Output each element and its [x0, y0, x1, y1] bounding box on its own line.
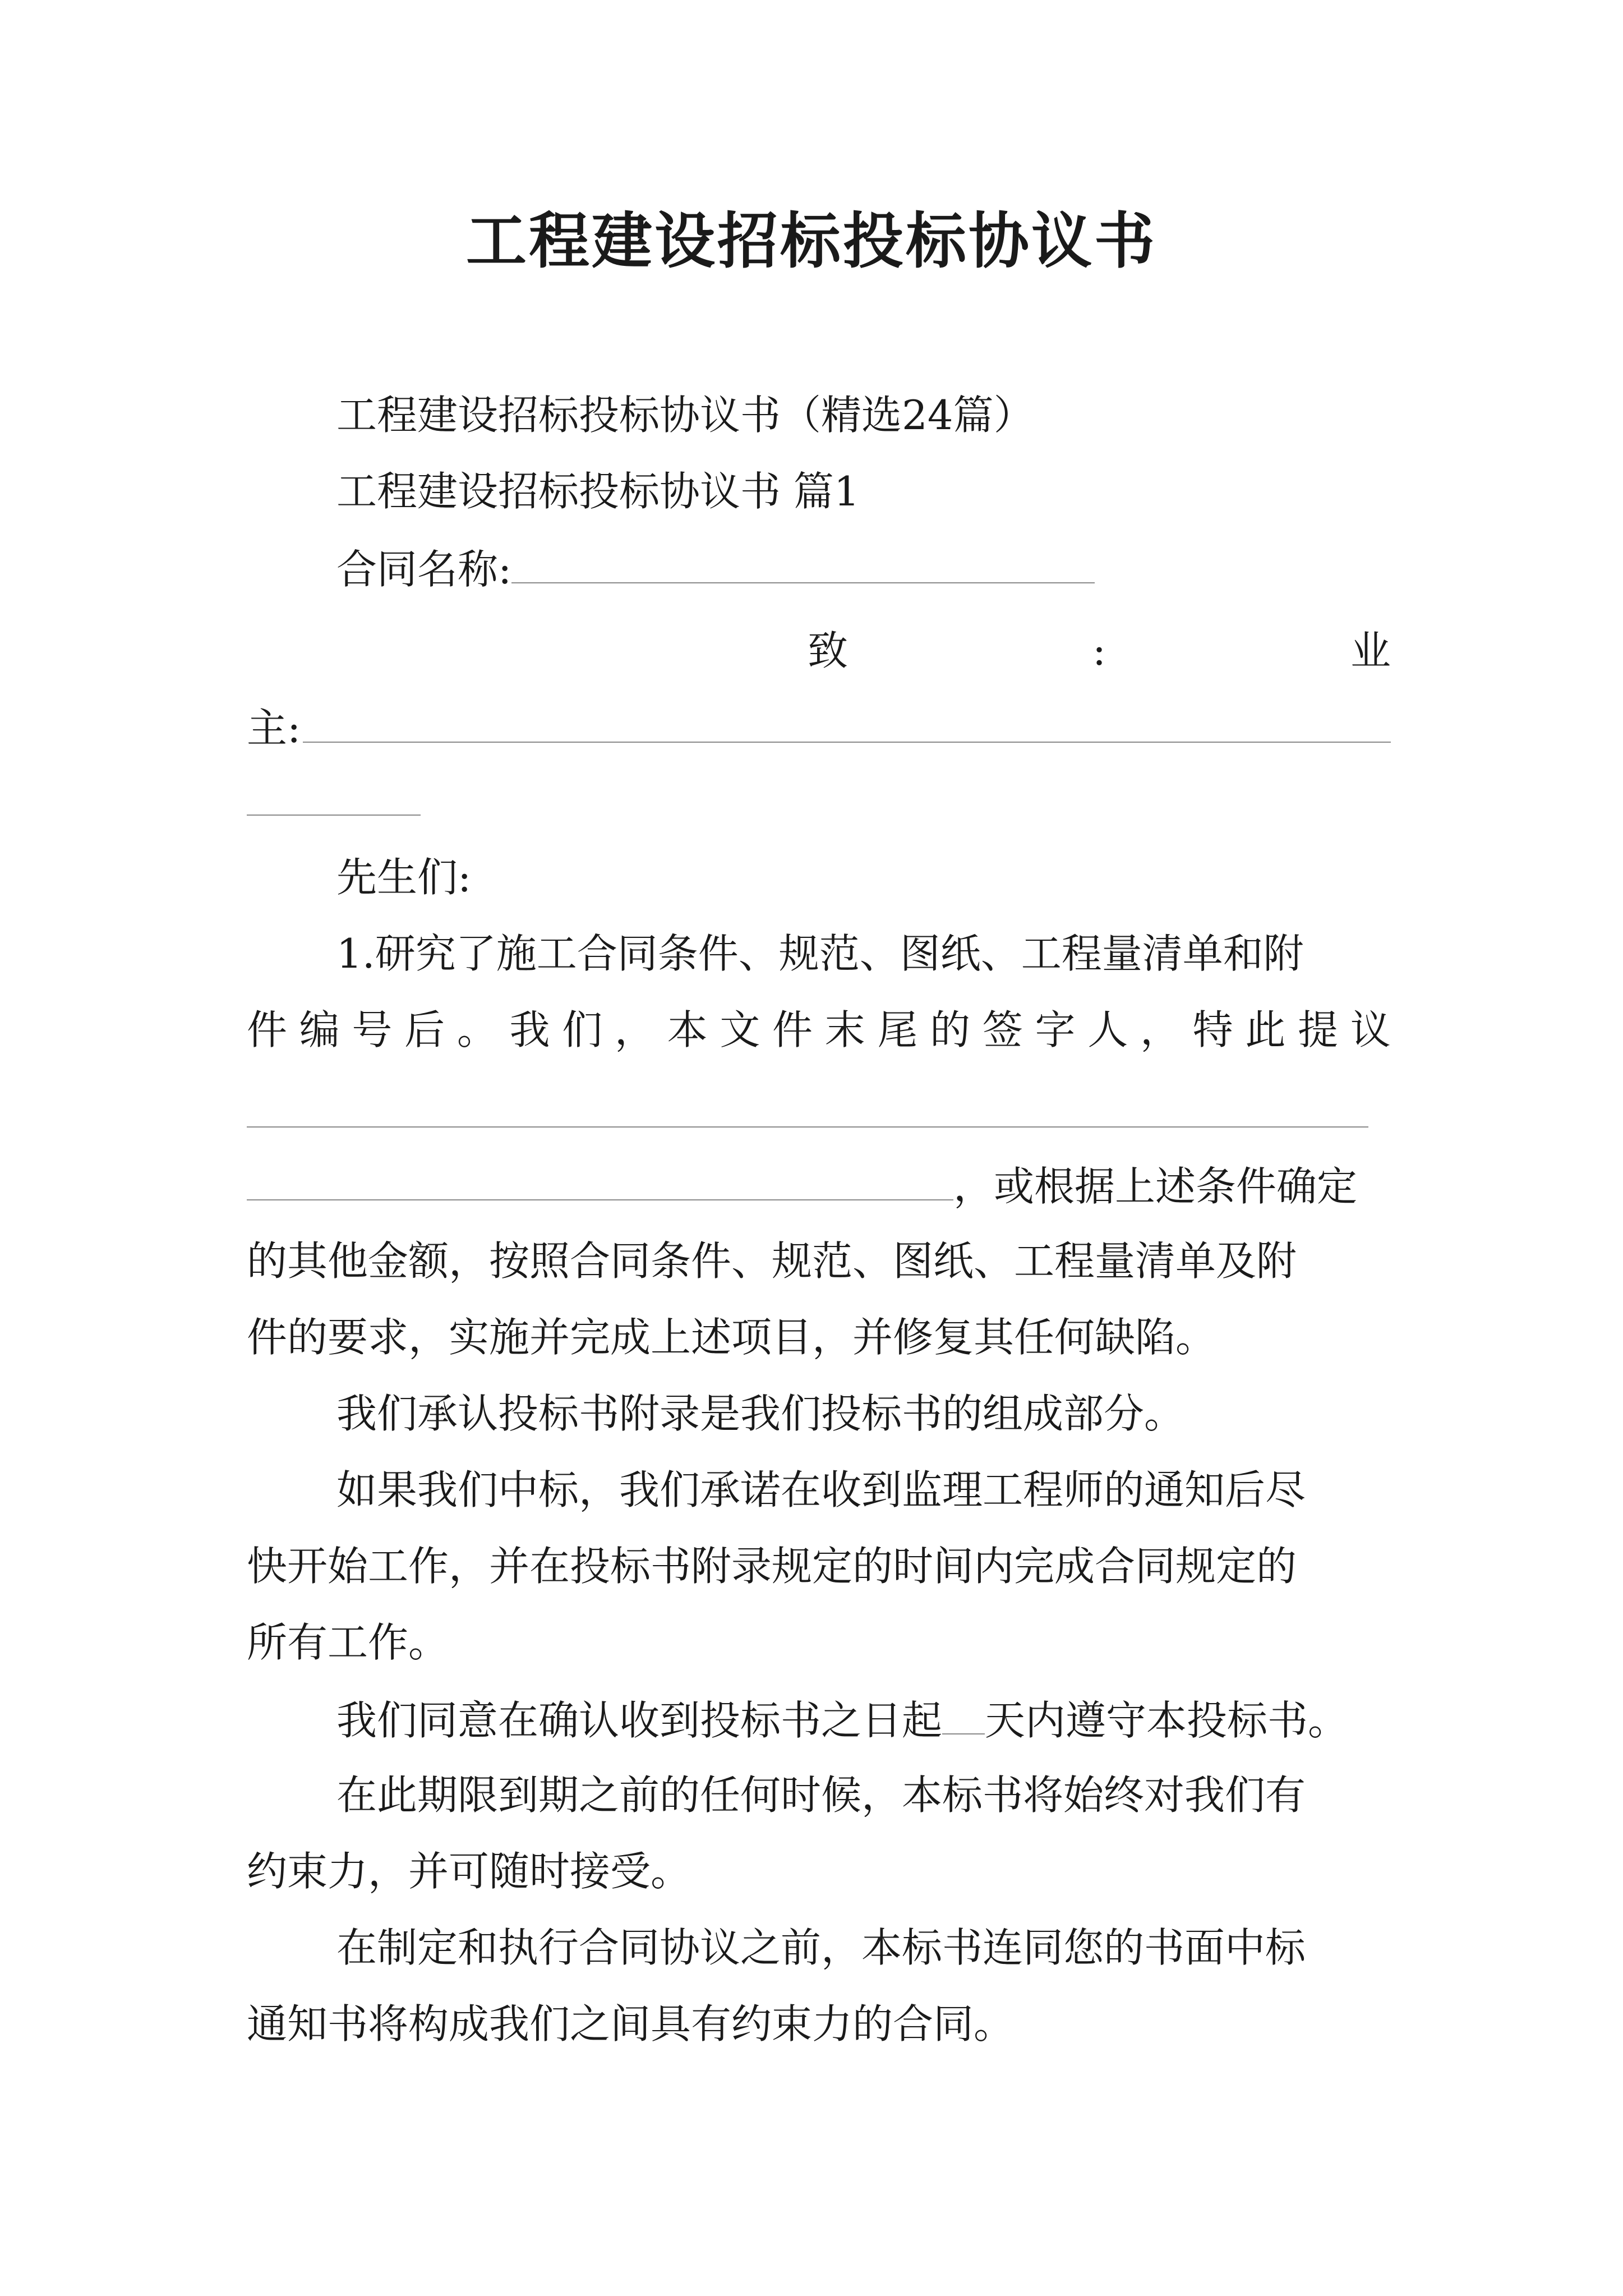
char: 们 — [562, 1006, 603, 1053]
paragraph-1-line-1: 1.研究了施工合同条件、规范、图纸、工程量清单和附 — [336, 930, 1304, 977]
contract-name-label: 合同名称: — [336, 546, 512, 593]
paragraph-6-line-1: 在制定和执行合同协议之前，本标书连同您的书面中标 — [336, 1924, 1306, 1971]
paragraph-1-line-5: 件的要求，实施并完成上述项目，并修复其任何缺陷。 — [247, 1314, 1216, 1361]
proposal-blank-1 — [247, 1126, 1368, 1128]
to-char-1: 致 — [808, 627, 849, 674]
char: ， — [614, 1006, 655, 1053]
paragraph-1-line-3-text: ，或根据上述条件确定 — [953, 1163, 1358, 1210]
char: 尾 — [877, 1006, 918, 1053]
char: 字 — [1035, 1006, 1076, 1053]
owner-label: 主: — [247, 705, 301, 752]
char: 。 — [457, 1006, 497, 1053]
contract-name-blank — [511, 540, 1095, 583]
owner-blank-continued — [247, 815, 421, 816]
char: 此 — [1245, 1006, 1286, 1053]
paragraph-6-line-2: 通知书将构成我们之间具有约束力的合同。 — [247, 2000, 1015, 2047]
char: 后 — [404, 1006, 445, 1053]
char: 议 — [1350, 1006, 1391, 1053]
char: 编 — [299, 1006, 340, 1053]
char: 号 — [352, 1006, 393, 1053]
char: ， — [1140, 1006, 1181, 1053]
paragraph-4 — [336, 1691, 1348, 1749]
char: 的 — [930, 1006, 971, 1053]
paragraph-3-line-1: 如果我们中标，我们承诺在收到监理工程师的通知后尽 — [336, 1466, 1306, 1513]
char: 文 — [720, 1006, 760, 1053]
char: 特 — [1192, 1006, 1233, 1053]
paragraph-5-line-1: 在此期限到期之前的任何时候，本标书将始终对我们有 — [336, 1772, 1306, 1819]
char: 我 — [509, 1006, 550, 1053]
paragraph-1-line-3 — [247, 1157, 1357, 1214]
to-owner-line — [808, 623, 1391, 679]
paragraph-3-line-3: 所有工作。 — [247, 1619, 449, 1666]
char: 件 — [772, 1006, 813, 1053]
char: 人 — [1087, 1006, 1128, 1053]
contract-name-line — [336, 540, 1095, 597]
paragraph-5-line-2: 约束力，并可随时接受。 — [247, 1848, 691, 1895]
char: 末 — [824, 1006, 865, 1053]
owner-blank — [303, 742, 1391, 743]
paragraph-3-line-2: 快开始工作，并在投标书附录规定的时间内完成合同规定的 — [247, 1543, 1297, 1590]
proposal-blank-2 — [247, 1157, 953, 1200]
to-char-2: : — [1092, 627, 1106, 674]
to-char-3: 业 — [1350, 627, 1391, 674]
days-blank — [942, 1691, 985, 1734]
section-heading: 工程建设招标投标协议书 篇1 — [336, 468, 860, 515]
paragraph-4-after: 天内遵守本投标书。 — [985, 1697, 1349, 1744]
char: 提 — [1298, 1006, 1339, 1053]
document-title: 工程建设招标投标协议书 — [465, 206, 1157, 277]
char: 件 — [247, 1006, 288, 1053]
paragraph-1-line-2 — [247, 1002, 1391, 1058]
char: 本 — [667, 1006, 708, 1053]
greeting: 先生们: — [336, 854, 472, 901]
subtitle: 工程建设招标投标协议书（精选24篇） — [336, 392, 1034, 439]
paragraph-2: 我们承认投标书附录是我们投标书的组成部分。 — [336, 1390, 1185, 1437]
paragraph-1-line-4: 的其他金额，按照合同条件、规范、图纸、工程量清单及附 — [247, 1237, 1297, 1285]
owner-line — [247, 700, 301, 756]
char: 签 — [982, 1006, 1023, 1053]
paragraph-4-before: 我们同意在确认收到投标书之日起 — [336, 1697, 943, 1744]
